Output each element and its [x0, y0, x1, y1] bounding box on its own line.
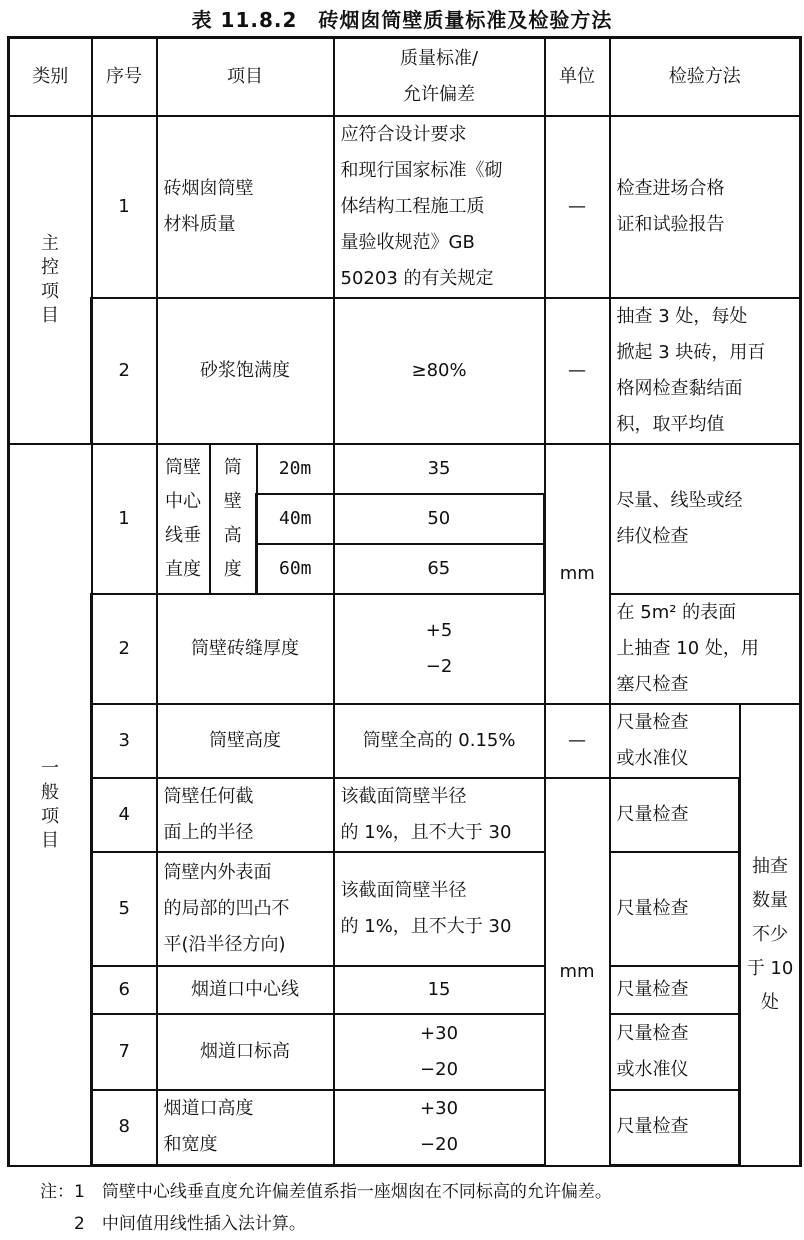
standard-cell: 应符合设计要求 和现行国家标准《砌 体结构工程施工质 量验收规范》GB 50203 的有关规定	[334, 116, 545, 298]
header-standard: 质量标准/ 允许偏差	[334, 38, 545, 116]
standard-cell: ≥80%	[334, 298, 545, 444]
item-cell: 砖烟囱筒壁 材料质量	[157, 116, 334, 298]
standard-cell: +30 −20	[334, 1090, 545, 1166]
standard-cell: 15	[334, 966, 545, 1014]
method-cell: 检查进场合格 证和试验报告	[610, 116, 801, 298]
standard-cell: 该截面筒壁半径 的 1%，且不大于 30	[334, 852, 545, 966]
seq-cell: 8	[92, 1090, 157, 1166]
item-cell: 筒壁 中心 线垂 直度	[157, 444, 210, 594]
header-seq: 序号	[92, 38, 157, 116]
seq-cell: 1	[92, 116, 157, 298]
standard-cell: 该截面筒壁半径 的 1%，且不大于 30	[334, 778, 545, 852]
seq-cell: 1	[92, 444, 157, 594]
unit-cell: —	[545, 298, 610, 444]
item-sub-cell: 筒壁 高度	[210, 444, 257, 594]
main-group-label: 主 控 项 目	[9, 116, 92, 444]
seq-cell: 3	[92, 704, 157, 778]
standard-cell: +5 −2	[334, 594, 545, 704]
seq-cell: 4	[92, 778, 157, 852]
header-unit: 单位	[545, 38, 610, 116]
table-row	[9, 966, 801, 1014]
unit-cell: mm	[545, 778, 610, 1166]
standard-cell: 65	[334, 544, 545, 594]
header-item: 项目	[157, 38, 334, 116]
table-row	[9, 116, 801, 298]
quality-standard-table	[7, 36, 802, 1167]
table-row	[9, 594, 801, 704]
seq-cell: 2	[92, 594, 157, 704]
method-cell: 尽量、线坠或经 纬仪检查	[610, 444, 801, 594]
unit-cell: —	[545, 704, 610, 778]
standard-cell: 50	[334, 494, 545, 544]
header-row	[9, 38, 801, 116]
item-cell: 烟道口高度 和宽度	[157, 1090, 334, 1166]
method-cell: 尺量检查 或水准仪	[610, 704, 740, 778]
method-cell: 尺量检查	[610, 852, 740, 966]
height-cell: 60m	[257, 544, 334, 594]
item-cell: 烟道口标高	[157, 1014, 334, 1090]
height-cell: 40m	[257, 494, 334, 544]
header-category: 类别	[9, 38, 92, 116]
general-group-label: 一 般 项 目	[9, 444, 92, 1166]
unit-cell: —	[545, 116, 610, 298]
table-row	[9, 1014, 801, 1090]
item-cell: 砂浆饱满度	[157, 298, 334, 444]
item-cell: 筒壁任何截 面上的半径	[157, 778, 334, 852]
standard-cell: 筒壁全高的 0.15%	[334, 704, 545, 778]
table-row	[9, 444, 801, 494]
method-cell: 尺量检查	[610, 1090, 740, 1166]
method-cell: 在 5m² 的表面 上抽查 10 处，用 塞尺检查	[610, 594, 801, 704]
seq-cell: 2	[92, 298, 157, 444]
method-cell: 尺量检查 或水准仪	[610, 1014, 740, 1090]
seq-cell: 7	[92, 1014, 157, 1090]
note-1: 注：1 筒壁中心线垂直度允许偏差值系指一座烟囱在不同标高的允许偏差。	[40, 1182, 612, 1202]
table-row	[9, 298, 801, 444]
height-cell: 20m	[257, 444, 334, 494]
item-cell: 筒壁砖缝厚度	[157, 594, 334, 704]
standard-cell: +30 −20	[334, 1014, 545, 1090]
item-cell: 筒壁高度	[157, 704, 334, 778]
method-cell: 抽查 3 处，每处 掀起 3 块砖，用百 格网检查黏结面 积，取平均值	[610, 298, 801, 444]
item-cell: 烟道口中心线	[157, 966, 334, 1014]
table-row	[9, 852, 801, 966]
header-method: 检验方法	[610, 38, 801, 116]
standard-cell: 35	[334, 444, 545, 494]
item-cell: 筒壁内外表面 的局部的凹凸不 平(沿半径方向)	[157, 852, 334, 966]
table-notes	[40, 1176, 612, 1240]
table-title: 表 11.8.2 砖烟囱筒壁质量标准及检验方法	[191, 8, 613, 32]
sampling-cell: 抽查 数量 不少 于 10 处	[740, 704, 801, 1166]
seq-cell: 6	[92, 966, 157, 1014]
table-row	[9, 704, 801, 778]
unit-cell: mm	[545, 444, 610, 704]
seq-cell: 5	[92, 852, 157, 966]
method-cell: 尺量检查	[610, 966, 740, 1014]
table-row	[9, 1090, 801, 1166]
method-cell: 尺量检查	[610, 778, 740, 852]
note-2: 2 中间值用线性插入法计算。	[74, 1214, 306, 1234]
table-row	[9, 778, 801, 852]
